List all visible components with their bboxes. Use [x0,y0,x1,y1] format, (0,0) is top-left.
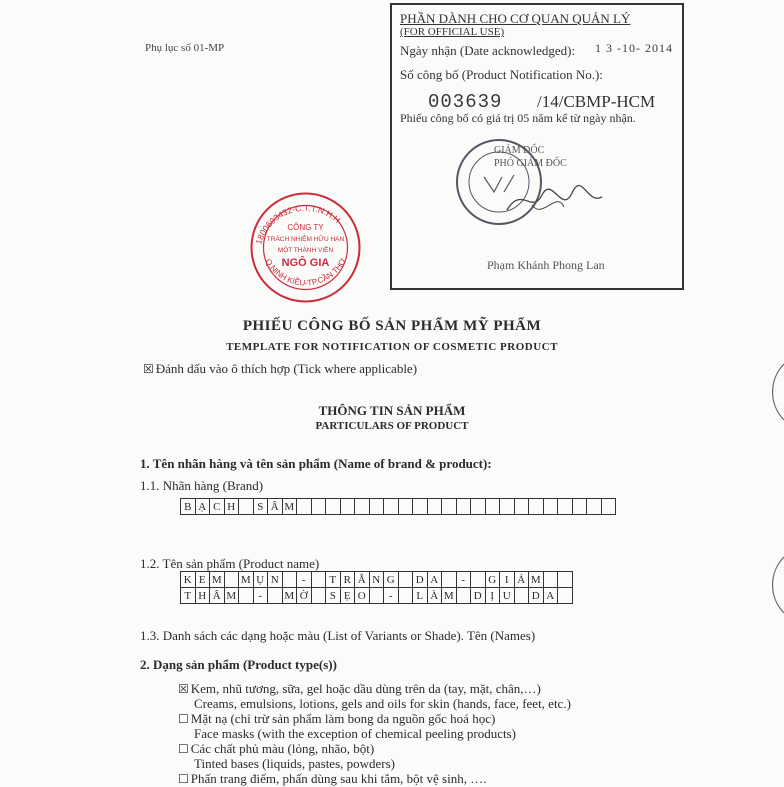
brand-cell [369,499,384,515]
product-row2-cell: Ẹ [340,588,355,604]
product-row2-cell: U [500,588,515,604]
brand-cell: H [224,499,239,515]
product-row1-cell [442,572,457,588]
tick-instruction [143,361,417,377]
brand-cell [485,499,500,515]
product-row1-cell [282,572,297,588]
product-row2-cell: H [195,588,210,604]
product-row2-cell: M [282,588,297,604]
product-row1-cell [224,572,239,588]
brand-cell: S [253,499,268,515]
brand-cell [384,499,399,515]
brand-cell: B [181,499,196,515]
brand-cell [355,499,370,515]
brand-cell [427,499,442,515]
director-title: GIÁM ĐỐC [494,145,545,156]
product-type-label-en: Tinted bases (liquids, pastes, powders) [194,756,396,771]
product-row1-cell: G [384,572,399,588]
date-label: Ngày nhận (Date acknowledged): [400,43,576,58]
product-row2-cell: - [384,588,399,604]
brand-cell [398,499,413,515]
product-row1-cell: R [340,572,355,588]
product-row2-cell: À [427,588,442,604]
brand-cell [500,499,515,515]
product-row2-cell: S [326,588,341,604]
brand-cell [456,499,471,515]
brand-cell [413,499,428,515]
product-row2-cell: L [413,588,428,604]
brand-cell [442,499,457,515]
product-row2-cell [514,588,529,604]
notification-number: 003639 [428,91,503,113]
product-row2-cell [369,588,384,604]
product-type-option[interactable] [178,771,486,787]
product-grid [180,571,573,604]
brand-cell [558,499,573,515]
product-row2-cell: D [529,588,544,604]
product-type-label-en: Face masks (with the exception of chemical peeling products) [194,726,517,741]
product-row1-cell [398,572,413,588]
brand-cell [601,499,616,515]
official-use-box [390,3,684,290]
company-stamp [248,190,363,305]
section2-title: 2. Dạng sản phẩm (Product type(s)) [140,657,337,672]
product-row2-cell [239,588,254,604]
product-row1-cell: Ắ [355,572,370,588]
product-row1-cell [558,572,573,588]
product-row1-cell: K [181,572,196,588]
brand-cell: C [210,499,225,515]
product-row2-cell [268,588,283,604]
number-label: Số công bố (Product Notification No.): [400,67,603,82]
product-row2-cell: Â [210,588,225,604]
product-row2-cell [311,588,326,604]
section1-title: 1. Tên nhãn hàng và tên sản phẩm (Name of brand & product): [140,456,492,471]
signer-name: Phạm Khánh Phong Lan [487,258,605,272]
brand-cell [340,499,355,515]
brand-cell [297,499,312,515]
brand-cell [543,499,558,515]
stamp-line1: 1800693432-C.T.T.N.H.H [253,202,343,246]
product-row2-cell: Ị [485,588,500,604]
brand-cell [529,499,544,515]
product-row1-cell: I [500,572,515,588]
stamp-line6: Q.NINH KIỀU-TP.CẦN THƠ [263,256,348,288]
product-label: 1.2. Tên sản phẩm (Product name) [140,556,320,571]
product-row2-cell [398,588,413,604]
official-header-en: (FOR OFFICIAL USE) [400,26,505,38]
checked-box-icon[interactable]: ☒ [178,682,189,696]
brand-cell [587,499,602,515]
brand-cell: Â [268,499,283,515]
product-row2-cell [456,588,471,604]
stamp-line2: CÔNG TY [287,223,324,232]
product-row2-cell: A [543,588,558,604]
product-type-option[interactable] [178,741,374,757]
product-row1-cell: - [456,572,471,588]
particulars-title-en: PARTICULARS OF PRODUCT [315,420,469,432]
product-row2-cell: D [471,588,486,604]
product-row2-cell: - [253,588,268,604]
product-row2-cell: O [355,588,370,604]
brand-label: 1.1. Nhãn hàng (Brand) [140,478,264,493]
date-value: 1 3 -10- 2014 [595,41,673,55]
edge-stamp-fragment [770,362,784,422]
brand-cell [572,499,587,515]
variants-label: 1.3. Danh sách các dạng hoặc màu (List of Variants or Shade). Tên (Names) [140,628,536,643]
brand-cell [239,499,254,515]
product-row1-cell: D [413,572,428,588]
stamp-line4: MỘT THÀNH VIÊN [277,247,334,254]
unchecked-box-icon[interactable]: ☐ [178,772,189,786]
brand-cell [311,499,326,515]
product-row1-cell: E [195,572,210,588]
brand-grid [180,498,616,515]
brand-cell [471,499,486,515]
product-row1-cell [311,572,326,588]
checked-box-icon: ☒ [143,362,154,376]
notification-suffix: /14/CBMP-HCM [537,92,656,111]
tick-instruction-text: Đánh dấu vào ô thích hợp (Tick where applicable) [155,361,418,376]
stamp-line5: NGÔ GIA [281,257,330,269]
product-row2-cell: M [224,588,239,604]
product-type-label: Các chất phủ màu (lỏng, nhão, bột) [190,741,375,756]
product-row1-cell [543,572,558,588]
product-row1-cell: G [485,572,500,588]
product-row1-cell: M [239,572,254,588]
product-row2-cell: M [442,588,457,604]
product-row1-cell: A [427,572,442,588]
product-row2-cell [558,588,573,604]
validity-note: Phiếu công bố có giá trị 05 năm kể từ ngày nhận. [400,111,636,125]
edge-stamp-fragment [770,555,784,615]
signature [502,175,612,225]
annex-label: Phụ lục số 01-MP [145,42,225,54]
unchecked-box-icon[interactable]: ☐ [178,742,189,756]
official-header: PHẦN DÀNH CHO CƠ QUAN QUẢN LÝ [400,11,631,26]
brand-cell: Ạ [195,499,210,515]
deputy-title: PHÓ GIÁM ĐỐC [494,158,567,169]
product-type-label: Kem, nhũ tương, sữa, gel hoặc dầu dùng trên da (tay, mặt, chân,…) [190,681,541,696]
product-row1-cell: Ụ [253,572,268,588]
brand-cell [326,499,341,515]
product-type-label: Phấn trang điểm, phấn dùng sau khi tắm, bột vệ sinh, …. [190,771,487,786]
particulars-title: THÔNG TIN SẢN PHẨM [318,403,466,418]
product-row1-cell [471,572,486,588]
product-type-option[interactable] [178,711,495,727]
product-row1-cell: T [326,572,341,588]
product-type-label: Mặt nạ (chỉ trừ sản phẩm làm bong da nguồn gốc hoá học) [190,711,496,726]
product-row2-cell: T [181,588,196,604]
brand-cell: M [282,499,297,515]
product-row1-cell: M [210,572,225,588]
brand-cell [514,499,529,515]
product-row1-cell: - [297,572,312,588]
form-title: PHIẾU CÔNG BỐ SẢN PHẨM MỸ PHẨM [242,318,542,334]
product-row1-cell: N [369,572,384,588]
stamp-line3: TRÁCH NHIỆM HỮU HẠN [266,236,345,243]
unchecked-box-icon[interactable]: ☐ [178,712,189,726]
product-row1-cell: Ả [514,572,529,588]
product-row1-cell: M [529,572,544,588]
product-type-option[interactable] [178,681,541,697]
form-title-en: TEMPLATE FOR NOTIFICATION OF COSMETIC PRODUCT [226,341,558,353]
product-type-label-en: Creams, emulsions, lotions, gels and oils for skin (hands, face, feet, etc.) [194,696,571,711]
product-row2-cell: Ờ [297,588,312,604]
product-row1-cell: N [268,572,283,588]
